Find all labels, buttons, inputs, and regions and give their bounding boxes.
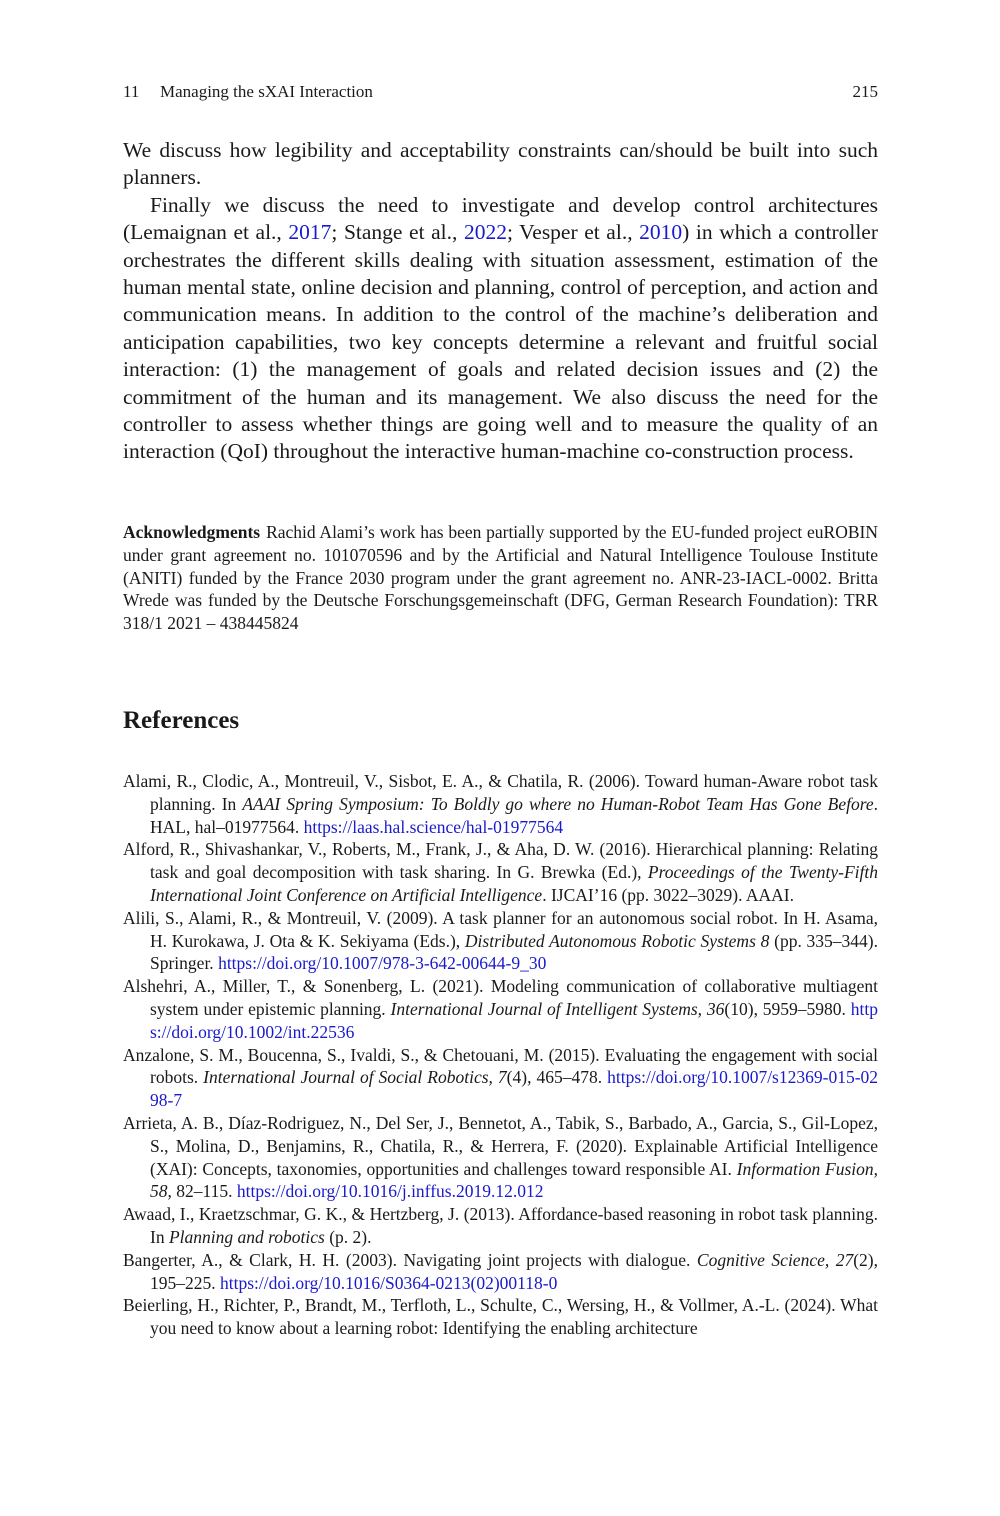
reference-text: . IJCAI’16 (pp. 3022–3029). AAAI. (542, 884, 795, 905)
paragraph-1: We discuss how legibility and acceptability constraints can/should be built into such planners. (123, 138, 878, 190)
reference-text: (4), 465–478. (506, 1067, 608, 1088)
reference-source: Cognitive Science, 27 (696, 1249, 854, 1270)
running-header (123, 80, 878, 104)
reference-source: International Journal of Intelligent Systems, 36 (390, 998, 725, 1019)
reference-text: Arrieta, A. B., Díaz-Rodriguez, N., Del Ser, J., Bennetot, A., Tabik, S., Barbado, A., Garcia, S., Gil-Lopez, S., Molina, D., Benjamins, R., Chatila, R., & Herrera, F. (2020). Explainable Artificial Intelligence (XAI): Concepts, taxonomies, opportunities and challenges toward responsible AI. (123, 1112, 878, 1179)
acknowledgments (123, 521, 878, 635)
reference-item (123, 975, 878, 1043)
citation-link-2022[interactable]: 2022 (463, 220, 507, 245)
reference-text: (pp. 335–344). Springer. (150, 930, 879, 974)
reference-text: Alford, R., Shivashankar, V., Roberts, M., Frank, J., & Aha, D. W. (2016). Hierarchical planning: Relating task and goal decomposition with task sharing. In G. Brewka (Ed.), (123, 839, 878, 883)
reference-item (123, 1294, 878, 1340)
reference-source: Distributed Autonomous Robotic Systems 8 (464, 930, 770, 951)
reference-source: AAAI Spring Symposium: To Boldly go where no Human-Robot Team Has Gone Before (242, 793, 874, 814)
reference-text: Alami, R., Clodic, A., Montreuil, V., Sisbot, E. A., & Chatila, R. (2006). Toward human-Aware robot task planning. In (123, 771, 878, 814)
page-number: 215 (852, 82, 878, 101)
reference-url-link[interactable]: https://laas.hal.science/hal-01977564 (303, 816, 564, 837)
reference-item (123, 1249, 878, 1295)
reference-text: Awaad, I., Kraetzschmar, G. K., & Hertzberg, J. (2013). Affordance-based reasoning in robot task planning. In (123, 1204, 878, 1247)
reference-url-link[interactable]: https://doi.org/10.1007/s12369-015-0298-7 (150, 1067, 879, 1111)
reference-text: Beierling, H., Richter, P., Brandt, M., Terfloth, L., Schulte, C., Wersing, H., & Vollmer, A.-L. (2024). What you need to know about a learning robot: Identifying the enabling architecture (123, 1295, 878, 1339)
reference-list (123, 770, 878, 1340)
acknowledgments-text: Rachid Alami’s work has been partially supported by the EU-funded project euROBIN under grant agreement no. 101070596 and by the Artificial and Natural Intelligence Toulouse Institute (ANITI) funded by the France 2030 program under the grant agreement no. ANR-23-IACL-0002. Britta Wrede was funded by the Deutsche Forschungsgemeinschaft (DFG, German Research Foundation): TRR 318/1 2021 – 438445824 (123, 522, 878, 634)
reference-text: (10), 5959–5980. (724, 998, 851, 1019)
body-text (123, 137, 878, 466)
paragraph-2 (123, 192, 878, 466)
acknowledgments-label: Acknowledgments (123, 522, 261, 542)
reference-item (123, 770, 878, 838)
reference-text: Alshehri, A., Miller, T., & Sonenberg, L. (2021). Modeling communication of collaborative multiagent system under epistemic planning. (123, 976, 878, 1019)
reference-item (123, 907, 878, 975)
reference-url-link[interactable]: https://doi.org/10.1016/S0364-0213(02)00118-0 (220, 1272, 558, 1293)
reference-text: . HAL, hal–01977564. (150, 793, 878, 837)
reference-source: Planning and robotics (168, 1226, 325, 1247)
chapter-heading (123, 80, 373, 104)
paragraph-2-text: ) in which a controller orchestrates the different skills dealing with situation assessment, estimation of the human mental state, online decision and planning, control of perception, and action and communication means. In addition to the control of the machine’s deliberation and anticipation capabilities, two key concepts determine a relevant and fruitful social interaction: (1) the management of goals and related decision issues and (2) the commitment of the human and its management. We also discuss the need for the controller to assess whether things are going well and to measure the quality of an interaction (QoI) throughout the interactive human-machine co-construction process. (123, 220, 879, 464)
reference-text: (2), 195–225. (150, 1249, 879, 1293)
reference-url-link[interactable]: https://doi.org/10.1002/int.22536 (150, 998, 879, 1042)
reference-text: Bangerter, A., & Clark, H. H. (2003). Navigating joint projects with dialogue. (123, 1249, 697, 1270)
references-heading: References (123, 707, 240, 734)
reference-source: Proceedings of the Twenty-Fifth International Joint Conference on Artificial Intelligence (150, 862, 878, 905)
reference-item (123, 1112, 878, 1203)
reference-source: International Journal of Social Robotics, 7 (203, 1067, 507, 1088)
chapter-title: Managing the sXAI Interaction (160, 82, 373, 101)
paragraph-2-text: ; Vesper et al., (506, 220, 640, 245)
reference-item (123, 1044, 878, 1112)
reference-text: Alili, S., Alami, R., & Montreuil, V. (2009). A task planner for an autonomous social robot. In H. Asama, H. Kurokawa, J. Ota & K. Sekiyama (Eds.), (123, 907, 878, 951)
reference-source: Information Fusion, 58 (150, 1158, 878, 1202)
paragraph-2-text: ; Stange et al., (331, 220, 464, 245)
reference-item (123, 838, 878, 906)
paragraph-2-text: Finally we discuss the need to investigate and develop control architectures (Lemaignan et al., (123, 192, 878, 245)
chapter-number: 11 (123, 82, 140, 101)
reference-text: , 82–115. (167, 1181, 237, 1202)
reference-url-link[interactable]: https://doi.org/10.1016/j.inffus.2019.12.012 (236, 1181, 544, 1202)
reference-text: Anzalone, S. M., Boucenna, S., Ivaldi, S., & Chetouani, M. (2015). Evaluating the engagement with social robots. (123, 1044, 878, 1088)
reference-text: (p. 2). (324, 1226, 372, 1247)
reference-item (123, 1203, 878, 1249)
citation-link-2017[interactable]: 2017 (288, 220, 332, 245)
citation-link-2010[interactable]: 2010 (639, 220, 683, 245)
reference-url-link[interactable]: https://doi.org/10.1007/978-3-642-00644-9_30 (218, 953, 547, 974)
